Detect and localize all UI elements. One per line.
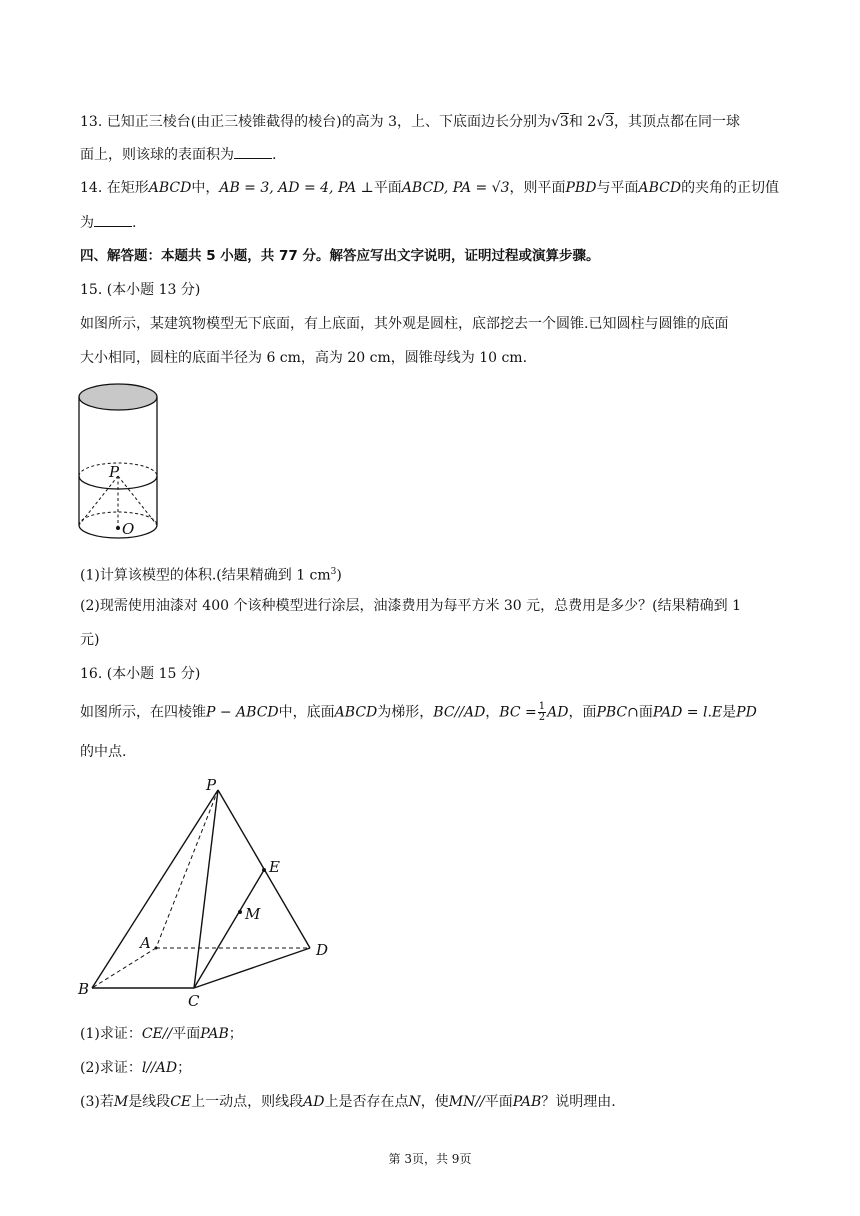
label-e: E: [269, 858, 280, 876]
cylinder-top: [79, 384, 157, 410]
q13-text: 和 2: [568, 114, 597, 130]
q15-part2-line1: (2)现需使用油漆对 400 个该种模型进行涂层，油漆费用为每平方米 30 元，总费用是多少？(结果精确到 1: [80, 598, 741, 614]
q16-math: ABCD: [334, 704, 378, 721]
label-m: M: [245, 905, 261, 923]
q15-text-line1: 如图所示，某建筑物模型无下底面，有上底面，其外观是圆柱，底部挖去一个圆锥.已知圆柱与圆锥的底面: [80, 316, 729, 332]
q16-math: l//AD: [141, 1060, 178, 1076]
point-a: [155, 947, 158, 950]
label-b: B: [78, 980, 90, 998]
label-c: C: [188, 992, 200, 1010]
sqrt-symbol: √: [551, 114, 560, 130]
q16-math: P − ABCD: [206, 704, 279, 721]
q16-math: PD: [736, 704, 757, 721]
q15-part1-text: (1)计算该模型的体积.(结果精确到 1 cm: [80, 567, 331, 584]
q14-text: ，则平面: [509, 180, 566, 196]
q16-math: PAB: [512, 1094, 542, 1110]
label-d: D: [316, 941, 329, 959]
q16-header: 16. (本小题 15 分): [80, 666, 201, 682]
q13-sqrt-value: 3: [559, 114, 569, 130]
page-footer: 第 3页，共 9页: [388, 1152, 472, 1166]
q14-math: ABCD: [638, 180, 682, 196]
q16-text-line1: [80, 702, 757, 723]
fraction-numerator: 1: [538, 701, 546, 712]
q13-sqrt-value: 3: [605, 114, 615, 130]
q16-math: PAB: [200, 1026, 229, 1042]
q16-part-text: ？说明理由.: [541, 1094, 616, 1110]
q16-text: 为梯形，: [377, 704, 434, 721]
q15-header: 15. (本小题 13 分): [80, 282, 201, 298]
q14-math: PBD: [565, 180, 597, 196]
q16-math: AD: [303, 1094, 325, 1110]
q14-text: 为: [80, 215, 94, 231]
q16-text: 中，底面: [278, 704, 335, 721]
q14-math: ABCD: [148, 180, 192, 196]
q14-text: 14. 在矩形: [80, 180, 149, 196]
answer-blank: [234, 144, 272, 159]
label-a: A: [140, 934, 151, 952]
q14-math: ABCD, PA = √3: [401, 180, 510, 196]
q14-text: 中，: [191, 180, 220, 196]
q16-part-text: (1)求证：: [80, 1026, 142, 1042]
q16-math: AD: [547, 704, 569, 721]
point-o: [116, 526, 120, 530]
q14-math: AB = 3, AD = 4, PA ⊥: [219, 180, 374, 196]
answer-blank: [94, 212, 132, 227]
q16-text: .: [707, 704, 712, 721]
fraction: [538, 702, 546, 723]
q16-part-text: 平面: [484, 1094, 513, 1110]
q14-line1: [80, 178, 779, 198]
q16-text: ，: [485, 704, 500, 721]
section-heading: 四、解答题：本题共 5 小题，共 77 分。解答应写出文字说明，证明过程或演算步骤。: [80, 248, 600, 264]
q15-part1: [80, 562, 342, 586]
q16-text-line2: 的中点.: [80, 744, 127, 760]
sqrt-symbol: √: [596, 114, 606, 130]
q16-math: PBC: [596, 704, 628, 721]
q14-line2: [80, 212, 136, 233]
edge-cd: [194, 948, 310, 988]
q16-part1: [80, 1024, 243, 1044]
q15-text-line2: 大小相同，圆柱的底面半径为 6 cm，高为 20 cm，圆锥母线为 10 cm.: [80, 350, 528, 366]
pyramid-figure: [70, 772, 340, 1012]
q14-text: 与平面: [596, 180, 639, 196]
edge-ce: [194, 870, 264, 988]
q16-part-text: ；: [177, 1060, 192, 1076]
q13-text: 面上，则该球的表面积为: [80, 147, 234, 163]
q16-part-text: 是线段: [128, 1094, 171, 1110]
q14-text: 平面: [373, 180, 402, 196]
q16-math: PAD = l: [652, 704, 708, 721]
label-p: P: [206, 776, 217, 794]
q15-part2-line2: 元): [80, 632, 100, 648]
q16-part-text: (2)求证：: [80, 1060, 142, 1076]
q13-text: .: [272, 147, 277, 163]
q16-text: ，面: [568, 704, 597, 721]
q16-part2: [80, 1058, 191, 1078]
q16-math: E: [711, 704, 723, 721]
q16-text: 如图所示，在四棱锥: [80, 704, 206, 721]
q16-math: BC//AD: [433, 704, 486, 721]
fraction-denominator: 2: [538, 712, 546, 723]
bottom-ellipse-back: [79, 512, 157, 525]
q16-text: 是: [722, 704, 737, 721]
q14-text: .: [132, 215, 137, 231]
q16-part-text: 平面: [172, 1026, 201, 1042]
q15-part1-text: ): [336, 567, 342, 584]
q16-math: CE//: [141, 1026, 173, 1042]
q16-math: BC =: [499, 704, 537, 721]
point-m: [238, 910, 242, 914]
q16-text: ∩面: [627, 704, 653, 721]
q16-part-text: 上一动点，则线段: [191, 1094, 304, 1110]
q16-math: CE: [170, 1094, 192, 1110]
point-e: [262, 868, 266, 872]
q16-part3: [80, 1092, 616, 1112]
q13-line2: [80, 144, 276, 165]
q16-part-text: (3)若: [80, 1094, 114, 1110]
edge-pc: [194, 790, 218, 988]
superscript: 3: [330, 567, 337, 577]
q16-math: N: [408, 1094, 421, 1110]
edge-ab: [92, 948, 156, 988]
edge-pb: [92, 790, 218, 988]
q13-text: 13. 已知正三棱台(由正三棱锥截得的棱台)的高为 3，上、下底面边长分别为: [80, 114, 551, 130]
q13-text: ，其顶点都在同一球: [614, 114, 741, 130]
q14-text: 的夹角的正切值: [681, 180, 780, 196]
q16-math: MN//: [448, 1094, 485, 1110]
label-o: O: [122, 520, 135, 538]
cylinder-cone-figure: [70, 378, 170, 553]
q16-math: M: [113, 1094, 129, 1110]
q16-part-text: ，使: [420, 1094, 449, 1110]
q16-part-text: 上是否存在点: [324, 1094, 409, 1110]
q16-part-text: ；: [228, 1026, 243, 1042]
label-p: P: [109, 463, 120, 481]
q13-line1: [80, 112, 740, 132]
